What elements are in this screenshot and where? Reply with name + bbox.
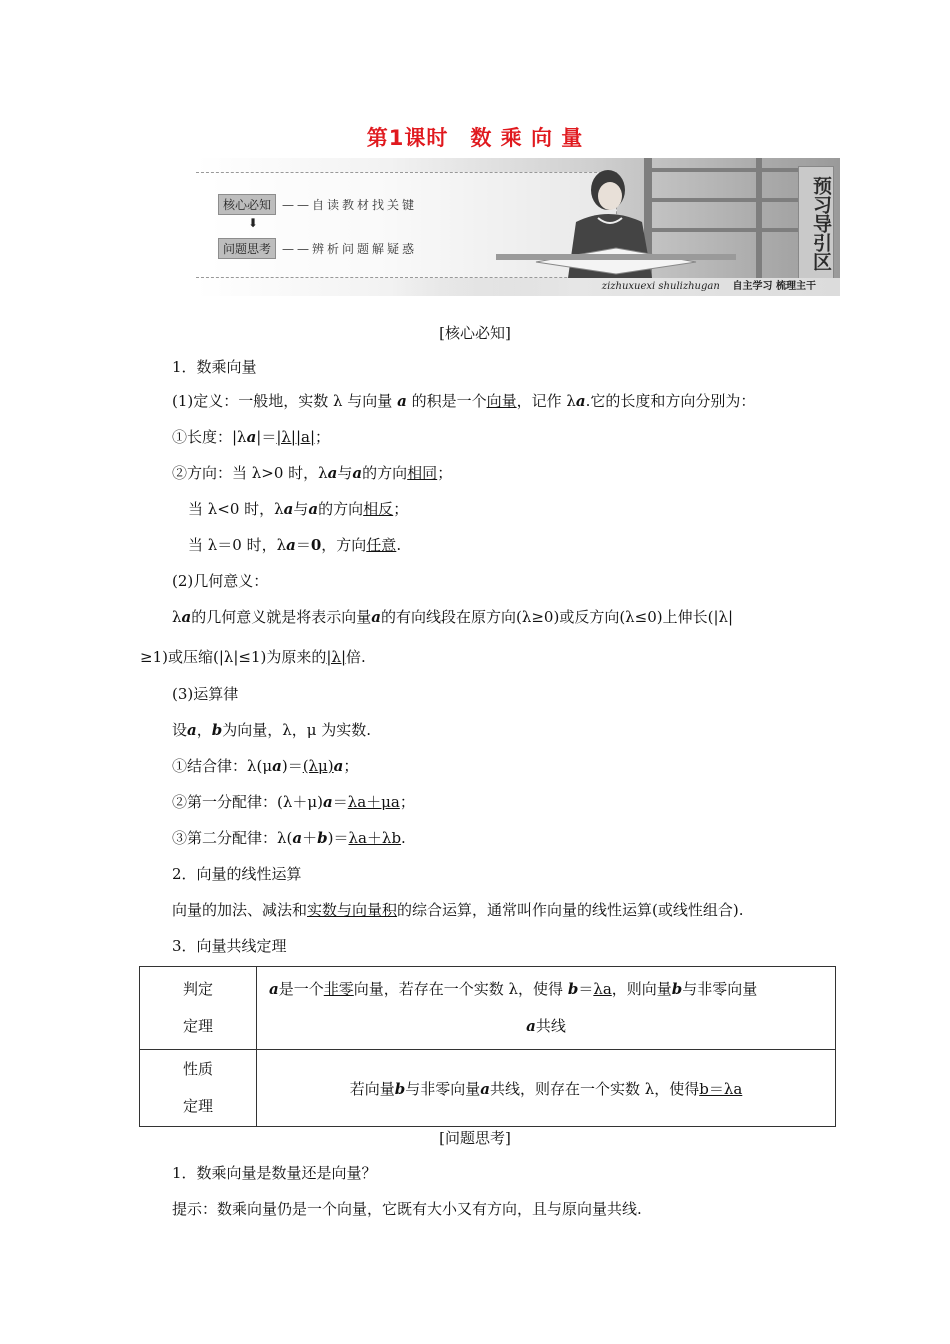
bookshelf-post [756,158,762,278]
down-arrow-icon: ⬇ [248,216,259,230]
first-distributive-law-line: ②第一分配律：(λ＋μ)a＝λa＋μa； [172,793,415,811]
banner-tagline-strip [396,278,840,296]
heading-linear-operations: 2．向量的线性运算 [172,865,302,883]
section-core-heading: [核心必知] [439,324,511,342]
page-title: 第1课时 数 乘 向 量 [366,126,584,150]
reading-student-photo [496,162,736,282]
heading-collinear-theorem: 3．向量共线定理 [172,937,287,955]
direction-negative-line: 当 λ<0 时，λa与a的方向相反； [188,500,409,518]
collinear-theorem-table [139,966,836,1127]
banner-item-core: 核心必知 [218,194,276,215]
geometric-meaning-line-2: ≥1)或压缩(|λ|≤1)为原来的|λ|倍. [140,648,366,666]
criterion-content-cell: a是一个非零向量，若存在一个实数 λ，使得 b＝λa，则向量b与非零向量 a共线 [257,967,836,1050]
operation-laws-heading: (3)运算律 [172,685,239,703]
banner-pinyin: zizhuxuexi shulizhugan [601,281,720,292]
associative-law-line: ①结合律：λ(μa)＝(λμ)a； [172,757,359,775]
geometric-meaning-line-1: λa的几何意义就是将表示向量a的有向线段在原方向(λ≥0)或反方向(λ≤0)上伸长(|λ| [172,608,734,626]
preview-banner [196,158,840,296]
banner-tagline: 自主学习 梳理主干 [732,281,816,292]
banner-vertical-label: 预习导引区 [798,166,834,280]
direction-zero-line: 当 λ＝0 时，λa＝0，方向任意. [188,536,402,554]
banner-item-core-sub: ——自读教材找关键 [282,198,418,212]
table-row [140,967,836,1050]
question-1: 1．数乘向量是数量还是向量？ [172,1164,377,1182]
banner-item-questions: 问题思考 [218,238,276,259]
heading-scalar-multiplication: 1．数乘向量 [172,358,257,376]
criterion-label-cell: 判定 定理 [140,967,257,1050]
banner-item-questions-sub: ——辨析问题解疑惑 [282,242,418,256]
operation-laws-setup: 设a，b为向量，λ，μ 为实数. [172,721,372,739]
answer-1: 提示：数乘向量仍是一个向量，它既有大小又有方向，且与原向量共线. [172,1200,642,1218]
geometric-meaning-heading: (2)几何意义： [172,572,269,590]
property-content-cell: 若向量b与非零向量a共线，则存在一个实数 λ，使得b＝λa [257,1050,836,1127]
definition-line: (1)定义：一般地，实数 λ 与向量 a 的积是一个向量，记作 λa.它的长度和方向分别为： [172,392,756,410]
property-label-cell: 性质 定理 [140,1050,257,1127]
table-row [140,1050,836,1127]
second-distributive-law-line: ③第二分配律：λ(a＋b)＝λa＋λb. [172,829,406,847]
direction-positive-line: ②方向：当 λ>0 时，λa与a的方向相同； [172,464,453,482]
length-line: ①长度：|λa|＝|λ||a|； [172,428,331,446]
linear-operations-text: 向量的加法、减法和实数与向量积的综合运算，通常叫作向量的线性运算(或线性组合). [172,901,744,919]
section-questions-heading: [问题思考] [439,1129,511,1147]
